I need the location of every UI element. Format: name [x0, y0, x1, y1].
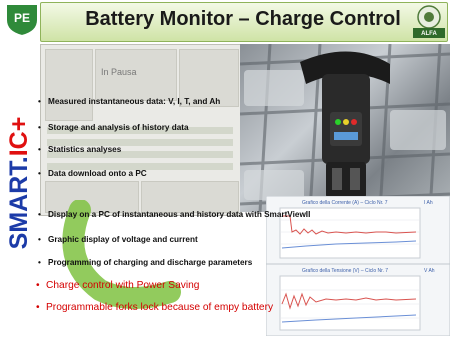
voltage-chart-title: Grafico della Tensione (V) – Ciclo Nr. 7 [302, 268, 389, 274]
bullet-item: • Data download onto a PC [38, 169, 147, 178]
bullet-text: Data download onto a PC [48, 169, 147, 178]
brand-text-red: IC+ [5, 116, 33, 157]
red-bullet-item: • Charge control with Power Saving [36, 280, 200, 291]
alfa-logo-icon [412, 4, 446, 38]
software-status-text: In Pausa [101, 67, 137, 77]
alfa-logo-text: ALFA [421, 31, 437, 37]
bullet-item: • Graphic display of voltage and current [38, 235, 198, 244]
bullet-item: • Programming of charging and discharge parameters [38, 258, 253, 267]
bullet-text: Statistics analyses [48, 145, 122, 154]
brand-text-blue: SMART. [5, 156, 33, 250]
bullet-text: Graphic display of voltage and current [48, 235, 198, 244]
current-chart [266, 196, 450, 264]
bullet-text: Measured instantaneous data: V, I, T, and Ah [48, 97, 221, 106]
current-chart-legend: I Ah [424, 200, 433, 206]
voltage-chart [266, 264, 450, 336]
bullet-text: Storage and analysis of history data [48, 123, 189, 132]
bullet-item: • Display on a PC of instantaneous and history data with SmartViewII [38, 210, 311, 219]
bullet-item: • Measured instantaneous data: V, I, T, and Ah [38, 97, 221, 106]
voltage-chart-legend: V Ah [424, 268, 435, 274]
page-title: Battery Monitor – Charge Control [85, 8, 401, 30]
bullet-item: • Statistics analyses [38, 145, 122, 154]
brand-label [5, 103, 31, 263]
bullet-text: Display on a PC of instantaneous and history data with SmartViewII [48, 210, 311, 219]
red-bullet-item: • Programmable forks lock because of empy battery [36, 302, 274, 313]
pe-logo-text: PE [13, 11, 31, 25]
software-panel-left [45, 49, 93, 121]
current-chart-title: Grafico della Corrente (A) – Ciclo Nr. 7 [302, 200, 388, 206]
bullet-text: Programming of charging and discharge parameters [48, 258, 253, 267]
red-bullet-text: Programmable forks lock because of empy battery [46, 302, 274, 313]
battery-monitor-photo [240, 44, 450, 212]
pe-logo-icon [2, 0, 42, 38]
bullet-item: • Storage and analysis of history data [38, 123, 189, 132]
red-bullet-text: Charge control with Power Saving [46, 280, 200, 291]
